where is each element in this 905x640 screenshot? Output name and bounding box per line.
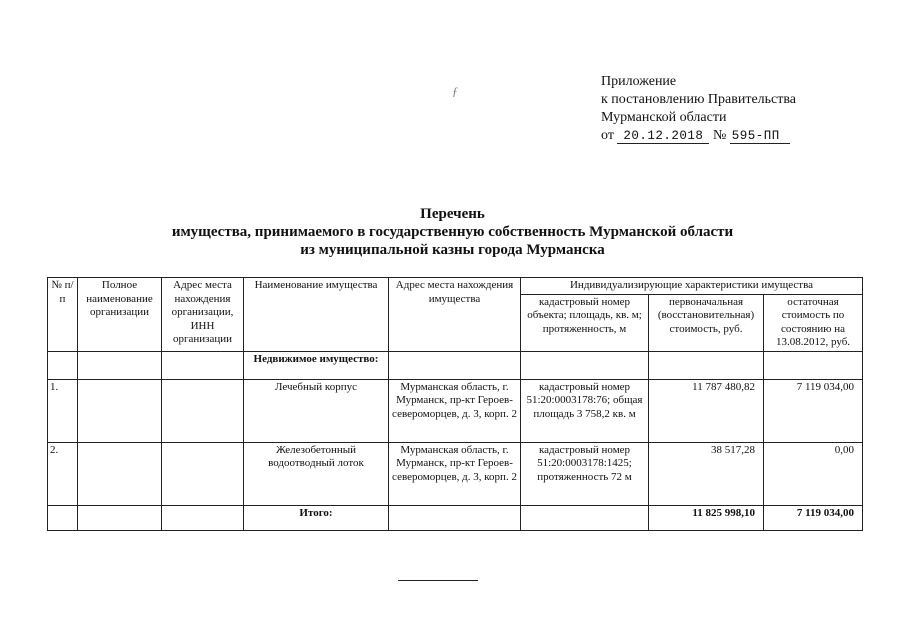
appendix-date-line — [601, 127, 796, 145]
header-row — [48, 278, 863, 295]
property-table — [47, 277, 863, 531]
total-label: Итого: — [244, 505, 389, 530]
table-row — [48, 379, 863, 442]
row-initial-cost: 11 787 480,82 — [649, 379, 764, 442]
appendix-line-3: Мурманской области — [601, 110, 727, 125]
header-num: № п/п — [48, 278, 78, 352]
appendix-block — [601, 73, 796, 145]
row-num: 1. — [48, 379, 78, 442]
title-line-1: Перечень — [420, 206, 485, 222]
row-property-name: Железобетонный водоотводный лоток — [244, 442, 389, 505]
row-initial-cost: 38 517,28 — [649, 442, 764, 505]
row-org-address — [162, 379, 244, 442]
number-label: № — [712, 128, 727, 143]
row-property-address: Мурманская область, г. Мурманск, пр-кт Героев-североморцев, д. 3, корп. 2 — [389, 379, 521, 442]
appendix-line-2: к постановлению Правительства — [601, 92, 797, 107]
from-label: от — [601, 128, 614, 143]
header-residual-cost: остаточная стоимость по состоянию на 13.08.2012, руб. — [764, 294, 863, 351]
stray-mark: ƒ — [452, 84, 458, 98]
row-org-address — [162, 442, 244, 505]
total-residual-cost: 7 119 034,00 — [764, 505, 863, 530]
header-property-name: Наименование имущества — [244, 278, 389, 352]
closing-divider — [398, 580, 478, 581]
row-cadastral: кадастровый номер 51:20:0003178:76; общая площадь 3 758,2 кв. м — [521, 379, 649, 442]
row-num: 2. — [48, 442, 78, 505]
title-line-2: имущества, принимаемого в государственную собственность Мурманской области — [171, 224, 734, 240]
total-row — [48, 505, 863, 530]
header-initial-cost: первоначальная (восстановительная) стоимость, руб. — [649, 294, 764, 351]
row-property-address: Мурманская область, г. Мурманск, пр-кт Героев-североморцев, д. 3, корп. 2 — [389, 442, 521, 505]
header-org-name: Полное наименование организации — [78, 278, 162, 352]
section-title: Недвижимое имущество: — [244, 351, 389, 379]
title-line-3: из муниципальной казны города Мурманска — [300, 242, 605, 258]
appendix-line-1: Приложение — [601, 74, 677, 89]
row-cadastral: кадастровый номер 51:20:0003178:1425; протяженность 72 м — [521, 442, 649, 505]
row-org-name — [78, 442, 162, 505]
header-property-address: Адрес места нахождения имущества — [389, 278, 521, 352]
section-row — [48, 351, 863, 379]
resolution-number: 595-ПП — [730, 129, 790, 144]
header-cadastral: кадастровый номер объекта; площадь, кв. м; протяженность, м — [521, 294, 649, 351]
row-org-name — [78, 379, 162, 442]
resolution-date: 20.12.2018 — [617, 129, 709, 144]
row-property-name: Лечебный корпус — [244, 379, 389, 442]
row-residual-cost: 0,00 — [764, 442, 863, 505]
header-characteristics: Индивидуализирующие характеристики имущества — [521, 278, 863, 295]
total-initial-cost: 11 825 998,10 — [649, 505, 764, 530]
document-title — [0, 205, 905, 259]
table-row — [48, 442, 863, 505]
header-org-address: Адрес места нахождения организации, ИНН организации — [162, 278, 244, 352]
row-residual-cost: 7 119 034,00 — [764, 379, 863, 442]
